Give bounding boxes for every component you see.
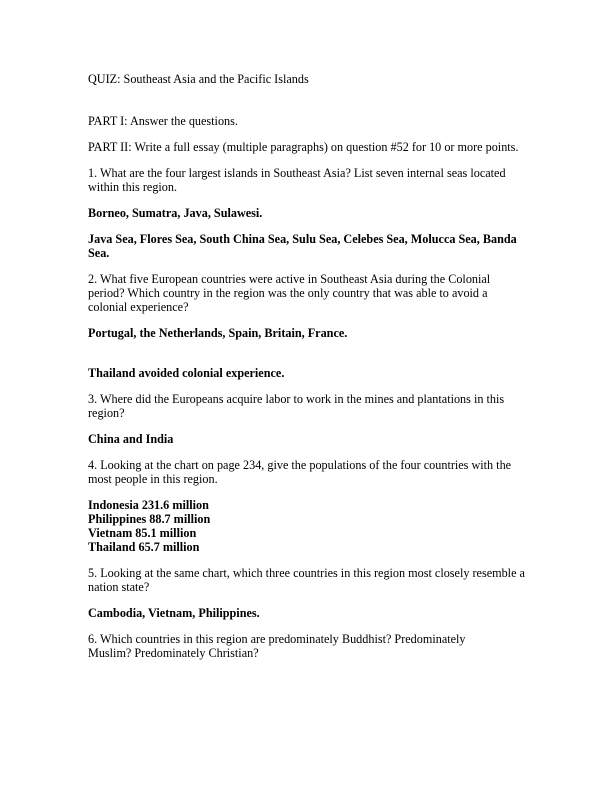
part-one-instructions: PART I: Answer the questions.: [88, 114, 238, 128]
answer-4-item: Thailand 65.7 million: [88, 540, 200, 554]
question-2: 2. What five European countries were active in Southeast Asia during the Colonial period? Which country in the region was the only country that was able to avoid a colonial experience?: [88, 272, 491, 314]
question-3: 3. Where did the Europeans acquire labor to work in the mines and plantations in this region?: [88, 392, 505, 420]
answer-4-item: Philippines 88.7 million: [88, 512, 211, 526]
document-page: [88, 72, 528, 660]
question-6-line-1: 6. Which countries in this region are predominately Buddhist? Predominately: [88, 632, 466, 646]
answer-4-item: Vietnam 85.1 million: [88, 526, 197, 540]
answer-3: China and India: [88, 432, 174, 446]
question-4: 4. Looking at the chart on page 234, give the populations of the four countries with the most people in this region.: [88, 458, 512, 486]
answer-4-list: [88, 498, 528, 554]
question-1: 1. What are the four largest islands in Southeast Asia? List seven internal seas located within this region.: [88, 166, 506, 194]
answer-4-item: Indonesia 231.6 million: [88, 498, 209, 512]
question-6-line-2: Muslim? Predominately Christian?: [88, 646, 259, 660]
part-two-instructions: PART II: Write a full essay (multiple paragraphs) on question #52 for 10 or more points.: [88, 140, 519, 154]
answer-5: Cambodia, Vietnam, Philippines.: [88, 606, 260, 620]
answer-1-seas: Java Sea, Flores Sea, South China Sea, Sulu Sea, Celebes Sea, Molucca Sea, Banda Sea.: [88, 232, 517, 260]
question-5: 5. Looking at the same chart, which three countries in this region most closely resemble a nation state?: [88, 566, 525, 594]
question-6: [88, 632, 528, 660]
answer-1-islands: Borneo, Sumatra, Java, Sulawesi.: [88, 206, 263, 220]
answer-2-thailand: Thailand avoided colonial experience.: [88, 366, 285, 380]
answer-2-countries: Portugal, the Netherlands, Spain, Britain, France.: [88, 326, 348, 340]
quiz-title: QUIZ: Southeast Asia and the Pacific Islands: [88, 72, 309, 86]
